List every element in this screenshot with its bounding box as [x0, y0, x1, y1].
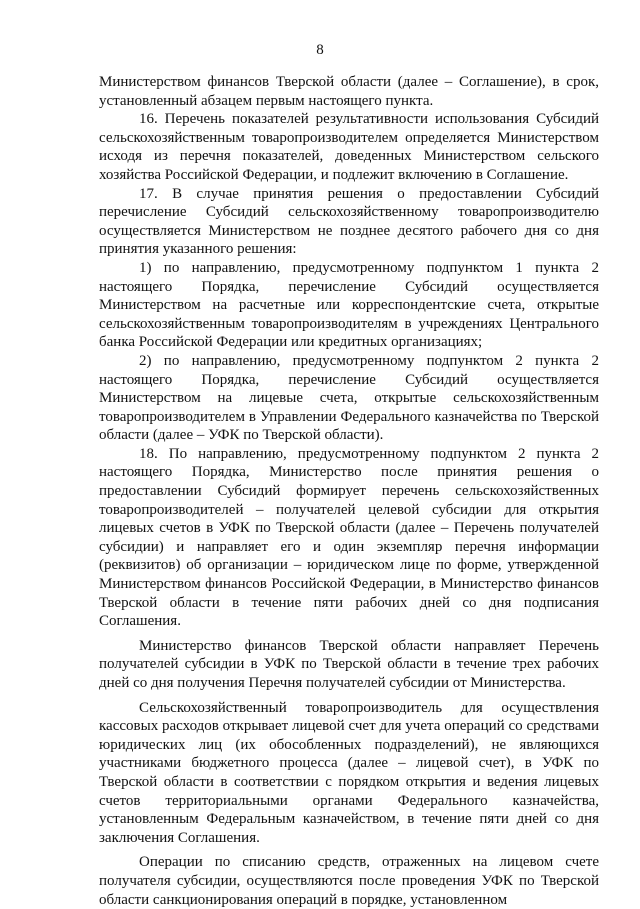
paragraph-producer-account: Сельскохозяйственный товаропроизводитель для осуществления кассовых расходов открывает лицевой счет для учета операций со средствами юридических лиц (их обособленных подразделений), не являющихся участниками бюджетного процесса (далее – лицевой счет), в УФК по Тверской области в соответствии с порядком открытия и ведения лицевых счетов территориальными органами Федерального казначейства, установленным Федеральным казначейством, в течение пяти дней со дня заключения Соглашения. — [99, 699, 599, 846]
paragraph-operations: Операции по списанию средств, отраженных на лицевом счете получателя субсидии, осуществляются после проведения УФК по Тверской области санкционирования операций в порядке, установленном — [99, 854, 599, 908]
paragraph-item-16: 16. Перечень показателей результативности использования Субсидий сельскохозяйственным товаропроизводителем определяется Министерством исходя из перечня показателей, доведенных Министерством сельского хозяйства Российской Федерации, и подлежит включению в Соглашение. — [99, 111, 599, 183]
paragraph-subitem-2: 2) по направлению, предусмотренному подпунктом 2 пункта 2 настоящего Порядка, перечисление Субсидий осуществляется Министерством на лицевые счета, открытые сельскохозяйственным товаропроизводителем в Управлении Федерального казначейства по Тверской области (далее – УФК по Тверской области). — [99, 352, 599, 444]
document-body — [99, 73, 599, 909]
paragraph-item-17: 17. В случае принятия решения о предоставлении Субсидий перечисление Субсидий сельскохозяйственному товаропроизводителю осуществляется Министерством не позднее десятого рабочего дня со дня принятия указанного решения: — [99, 185, 599, 258]
paragraph-item-18: 18. По направлению, предусмотренному подпунктом 2 пункта 2 настоящего Порядка, Министерство после принятия решения о предоставлении Субсидий формирует перечень сельскохозяйственных товаропроизводителей – получателей целевой субсидии для открытия лицевых счетов в УФК по Тверской области (далее – Перечень получателей субсидии) и направляет его и один экземпляр перечня информации (реквизитов) об организации – юридическом лице по форме, утвержденной Министерством финансов Российской Федерации, в Министерство финансов Тверской области в течение пяти рабочих дней со дня подписания Соглашения. — [99, 445, 599, 630]
paragraph-subitem-1: 1) по направлению, предусмотренному подпунктом 1 пункта 2 настоящего Порядка, перечисление Субсидий осуществляется Министерством на расчетные или корреспондентские счета, открытые сельскохозяйственным товаропроизводителям в учреждениях Центрального банка Российской Федерации или кредитных организациях; — [99, 259, 599, 351]
page-number: 8 — [316, 42, 324, 58]
paragraph-continuation: Министерством финансов Тверской области (далее – Соглашение), в срок, установленный абзацем первым настоящего пункта. — [99, 74, 599, 109]
paragraph-minfin: Министерство финансов Тверской области направляет Перечень получателей субсидии в УФК по Тверской области в течение трех рабочих дней со дня получения Перечня получателей субсидии от Министерства. — [99, 637, 599, 691]
